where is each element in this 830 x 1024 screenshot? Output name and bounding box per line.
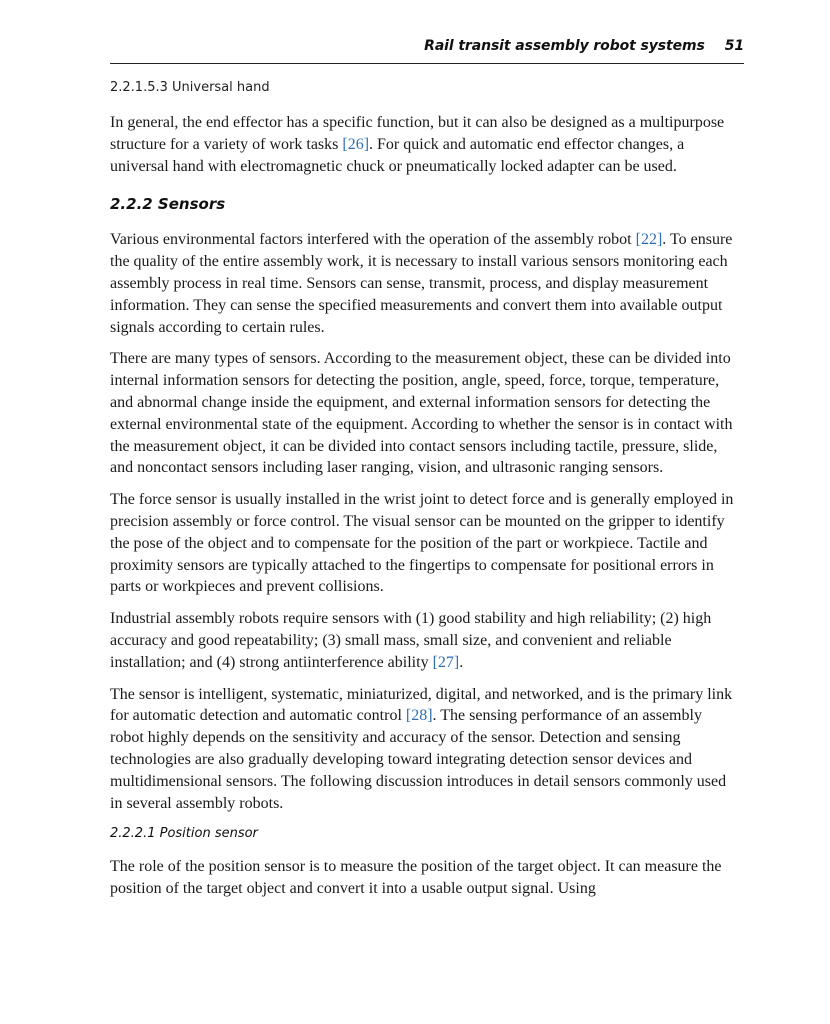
paragraph-sensors-2: There are many types of sensors. According to the measurement object, these can be divided into internal information sensors for detecting the position, angle, speed, force, torque, temperature, and abnormal change inside the equipment, and external information sensors for detecting the external environmental state of the equipment. According to whether the sensor is in contact with the measurement object, it can be divided into contact sensors including tactile, pressure, slide, and noncontact sensors including laser ranging, vision, and ultrasonic ranging sensors. [110, 350, 733, 477]
paragraph-universal-hand [110, 112, 738, 177]
running-header [110, 38, 744, 54]
text-run: Industrial assembly robots require sensors with (1) good stability and high reliability; (2) high accuracy and good repeatability; (3) small mass, small size, and convenient and reliable installation; and (4) strong antiinterference ability [110, 610, 712, 671]
text-run: . To ensure the quality of the entire assembly work, it is necessary to install various sensors monitoring each assembly process in real time. Sensors can sense, transmit, process, and display measurement information. They can sense the specified measurements and convert them into available output signals according to certain rules. [110, 231, 733, 336]
text-run: . For quick and automatic end effector changes, a universal hand with electromagnetic chuck or pneumatically locked adapter can be used. [110, 135, 685, 175]
paragraph-sensors-3: The force sensor is usually installed in the wrist joint to detect force and is generally employed in precision assembly or force control. The visual sensor can be mounted on the gripper to identify the pose of the object and to compensate for the position of the part or workpiece. Tactile and proximity sensors are typically attached to the fingertips to compensate for positional errors in parts or workpieces and prevent collisions. [110, 491, 734, 596]
citation-link[interactable]: [22] [635, 231, 663, 249]
text-run: In general, the end effector has a specific function, but it can also be designed as a multipurpose structure for a variety of work tasks [110, 114, 725, 153]
text-run: . [459, 653, 464, 671]
heading-sensors: 2.2.2 Sensors [110, 195, 226, 214]
citation-link[interactable]: [27] [432, 653, 460, 671]
paragraph-position-sensor: The role of the position sensor is to measure the position of the target object. It can measure the position of the target object and convert it into a usable output signal. Using [110, 858, 722, 898]
text-run: The sensor is intelligent, systematic, miniaturized, digital, and networked, and is the primary link for automatic detection and automatic control [110, 685, 733, 725]
citation-link[interactable]: [26] [342, 135, 370, 153]
header-rule [110, 63, 744, 64]
page-body [110, 78, 738, 910]
page-number: 51 [724, 38, 744, 54]
heading-position-sensor: 2.2.2.1 Position sensor [110, 826, 258, 842]
paragraph-sensors-4 [110, 608, 738, 673]
running-title: Rail transit assembly robot systems [424, 38, 705, 54]
paragraph-sensors-5 [110, 684, 738, 815]
paragraph-sensors-1 [110, 229, 738, 338]
text-run: . The sensing performance of an assembly robot highly depends on the sensitivity and accuracy of the sensor. Detection and sensing technologies are also gradually developing toward integrating detection sensor devices and multidimensional sensors. The following discussion introduces in detail sensors commonly used in several assembly robots. [110, 707, 727, 812]
citation-link[interactable]: [28] [405, 707, 433, 725]
heading-universal-hand: 2.2.1.5.3 Universal hand [110, 80, 270, 95]
text-run: Various environmental factors interfered with the operation of the assembly robot [110, 231, 636, 249]
